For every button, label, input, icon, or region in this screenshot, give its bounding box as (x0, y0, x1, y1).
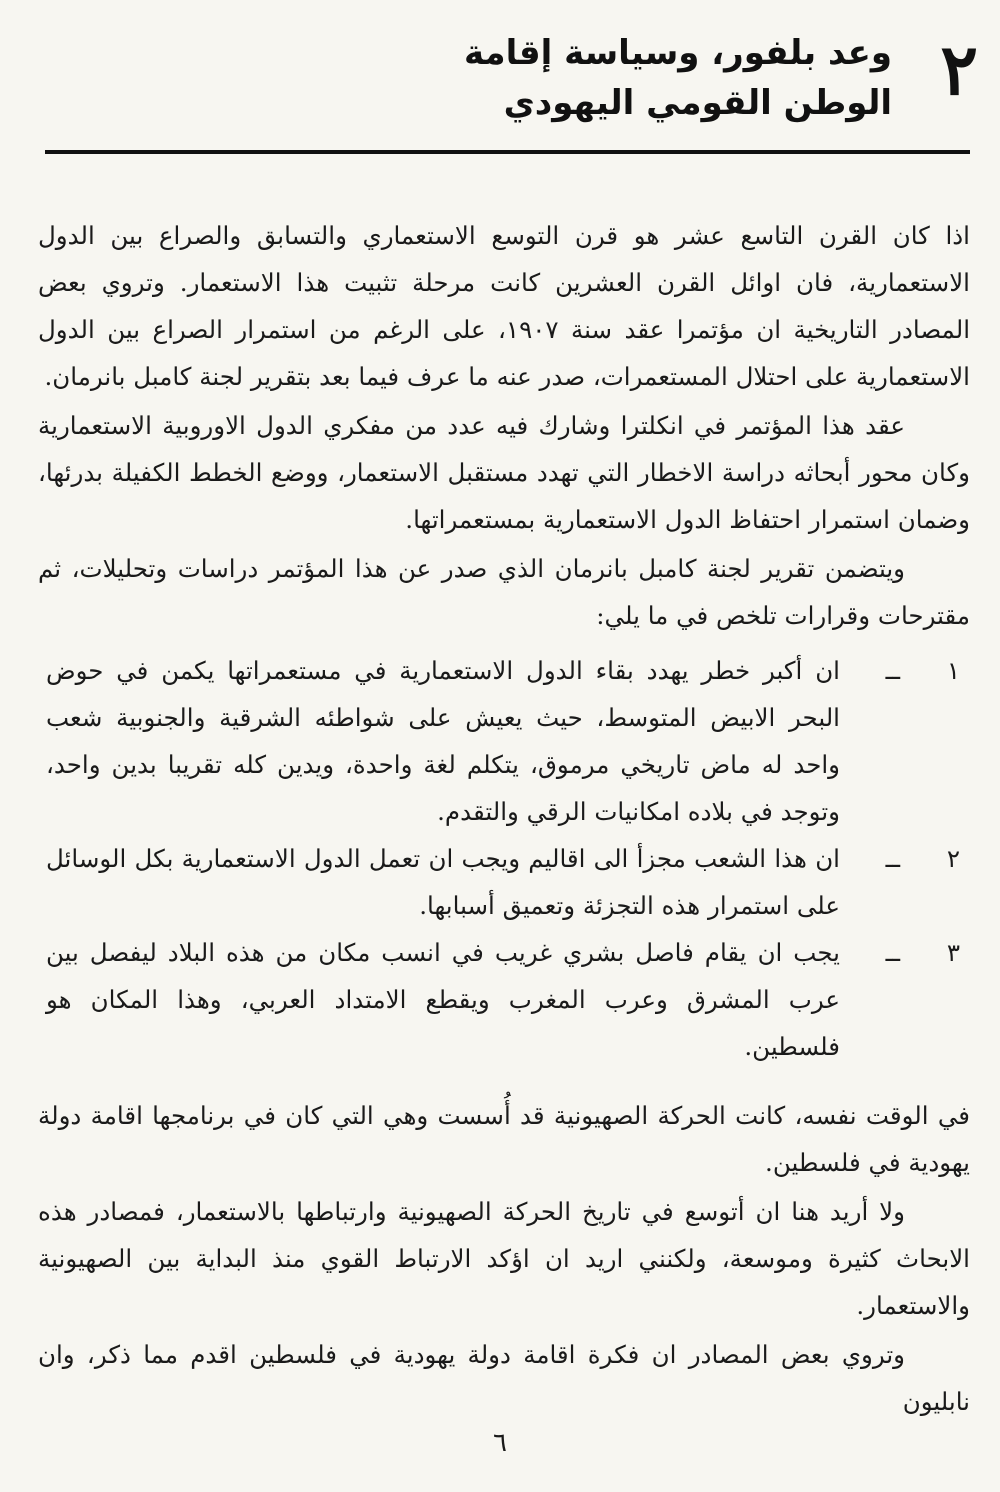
paragraph-colonialism-link: ولا أريد هنا ان أتوسع في تاريخ الحركة الصهيونية وارتباطها بالاستعمار، فمصادر هذه الابحاث كثيرة وموسعة، ولكنني اريد ان اؤكد الارتباط القوي منذ البداية بين الصهيونية والاستعمار. (38, 1197, 970, 1320)
list-item-text: يجب ان يقام فاصل بشري غريب في انسب مكان من هذه البلاد ليفصل بين عرب المشرق وعرب المغرب ويقطع الامتداد العربي، وهذا المكان هو فلسطين. (46, 938, 840, 1061)
list-item-text: ان هذا الشعب مجزأ الى اقاليم ويجب ان تعمل الدول الاستعمارية بكل الوسائل على استمرار هذه التجزئة وتعميق أسبابها. (46, 844, 840, 920)
list-item-text: ان أكبر خطر يهدد بقاء الدول الاستعمارية في مستعمراتها يكمن في حوض البحر الابيض المتوسط، حيث يعيش على شواطئه الشرقية والجنوبية شعب واحد له ماض تاريخي مرموق، يتكلم لغة واحدة، ويدين كله تقريبا بدين واحد، وتوجد في بلاده امكانيات الرقي والتقدم. (46, 656, 840, 826)
report-findings-list (38, 647, 970, 1070)
paragraph-napoleon: وتروي بعض المصادر ان فكرة اقامة دولة يهودية في فلسطين اقدم مما ذكر، وان نابليون (38, 1340, 970, 1416)
section-gap (38, 1078, 970, 1092)
list-item (38, 835, 970, 929)
paragraph-report: ويتضمن تقرير لجنة كامبل بانرمان الذي صدر عن هذا المؤتمر دراسات وتحليلات، ثم مقترحات وقرارات تلخص في ما يلي: (38, 554, 970, 630)
list-item-number: ١ (946, 656, 960, 685)
list-item-dash: ــ (885, 844, 900, 873)
list-item-number: ٣ (946, 938, 960, 967)
chapter-number: ٢ (940, 28, 978, 111)
chapter-title-line-2: الوطن القومي اليهودي (503, 83, 892, 123)
chapter-title-line-1: وعد بلفور، وسياسة إقامة (463, 33, 892, 73)
paragraph-zionist-movement: في الوقت نفسه، كانت الحركة الصهيونية قد أُسست وهي التي كان في برنامجها اقامة دولة يهودية في فلسطين. (38, 1101, 970, 1177)
paragraph-intro: اذا كان القرن التاسع عشر هو قرن التوسع الاستعماري والتسابق والصراع بين الدول الاستعمارية، فان اوائل القرن العشرين كانت مرحلة تثبيت هذا الاستعمار. وتروي بعض المصادر التاريخية ان مؤتمرا عقد سنة ١٩٠٧، على الرغم من استمرار الصراع بين الدول الاستعمارية على احتلال المستعمرات، صدر عنه ما عرف فيما بعد بتقرير لجنة كامبل بانرمان. (38, 221, 970, 391)
chapter-title (464, 28, 892, 128)
list-item (38, 647, 970, 835)
list-item-dash: ــ (885, 938, 900, 967)
list-item-number: ٢ (946, 844, 960, 873)
title-divider (45, 150, 970, 154)
list-item (38, 929, 970, 1070)
list-item-dash: ــ (885, 656, 900, 685)
body-text (38, 212, 970, 1427)
page-number: ٦ (493, 1428, 507, 1458)
paragraph-conference: عقد هذا المؤتمر في انكلترا وشارك فيه عدد من مفكري الدول الاوروبية الاستعمارية وكان محور أبحاثه دراسة الاخطار التي تهدد مستقبل الاستعمار، ووضع الخطط الكفيلة بدرئها، وضمان استمرار احتفاظ الدول الاستعمارية بمستعمراتها. (38, 411, 970, 534)
